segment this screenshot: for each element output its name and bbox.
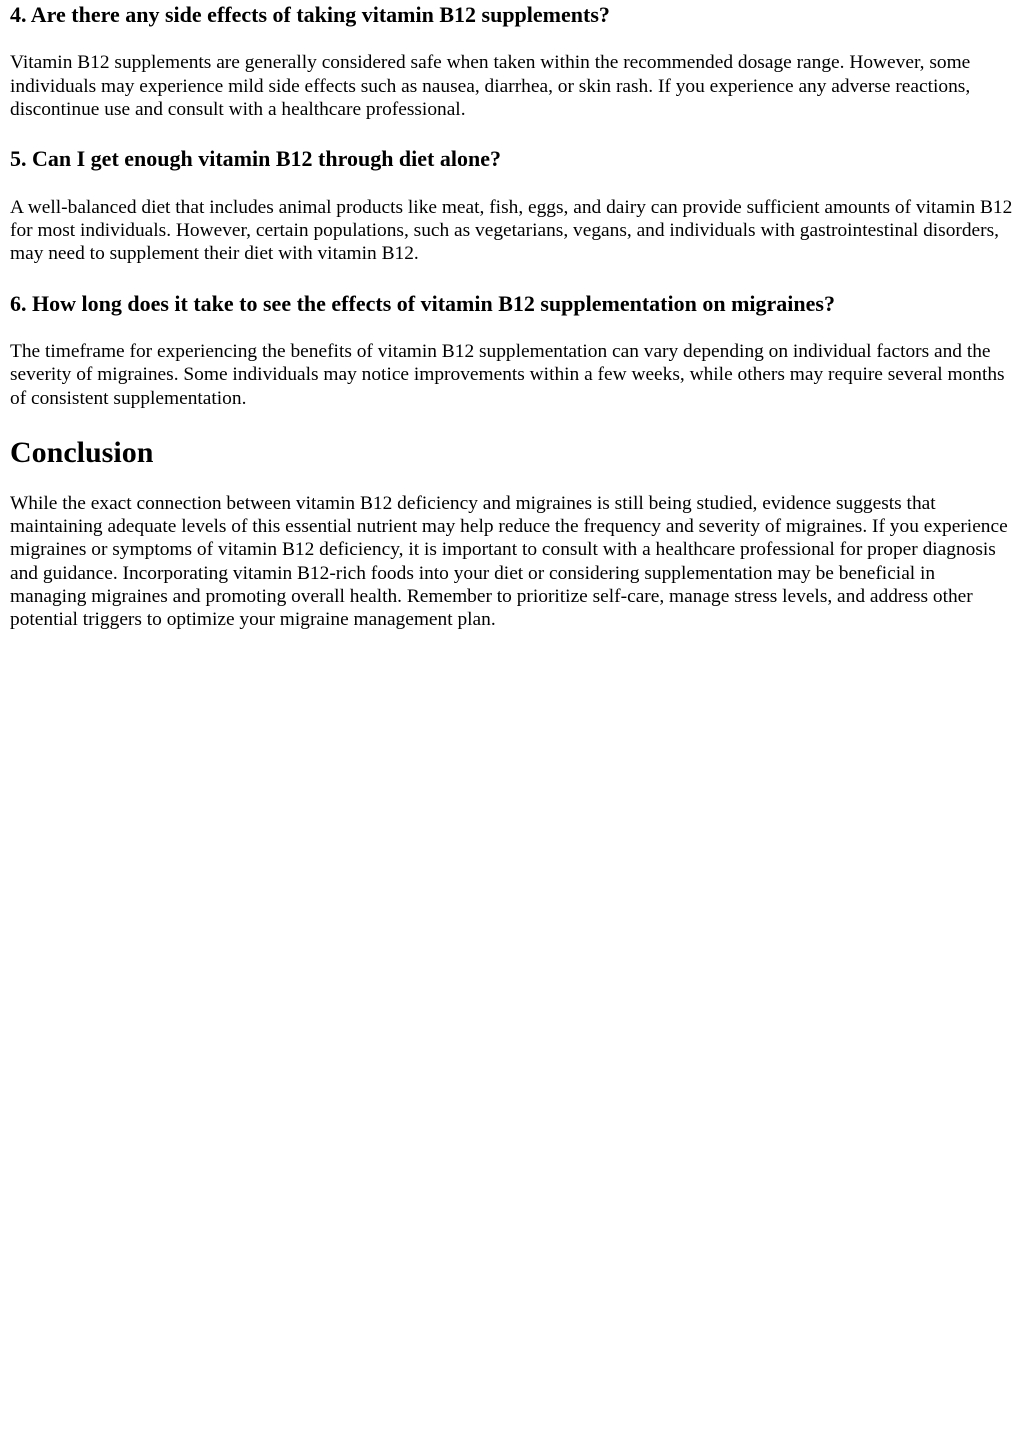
faq-answer: Vitamin B12 supplements are generally considered safe when taken within the recommended dosage range. However, some individuals may experience mild side effects such as nausea, diarrhea, or skin rash. If you experience any adverse reactions, discontinue use and consult with a healthcare professional.: [10, 52, 971, 120]
faq-item-5: [10, 146, 1014, 265]
conclusion-heading: Conclusion: [10, 435, 154, 469]
faq-item-4: [10, 2, 1014, 121]
article-body: [0, 2, 1024, 632]
conclusion-paragraph: While the exact connection between vitamin B12 deficiency and migraines is still being studied, evidence suggests that maintaining adequate levels of this essential nutrient may help reduce the frequency and severity of migraines. If you experience migraines or symptoms of vitamin B12 deficiency, it is important to consult with a healthcare professional for proper diagnosis and guidance. Incorporating vitamin B12-rich foods into your diet or considering supplementation may be beneficial in managing migraines and promoting overall health. Remember to prioritize self-care, manage stress levels, and address other potential triggers to optimize your migraine management plan.: [10, 492, 1008, 631]
faq-item-6: [10, 291, 1014, 410]
conclusion-section: [10, 435, 1014, 632]
faq-question: 6. How long does it take to see the effects of vitamin B12 supplementation on migraines?: [10, 290, 835, 316]
faq-answer: The timeframe for experiencing the benefits of vitamin B12 supplementation can vary depending on individual factors and the severity of migraines. Some individuals may notice improvements within a few weeks, while others may require several months of consistent supplementation.: [10, 340, 1005, 409]
faq-question: 5. Can I get enough vitamin B12 through diet alone?: [10, 146, 501, 172]
faq-answer: A well-balanced diet that includes animal products like meat, fish, eggs, and dairy can provide sufficient amounts of vitamin B12 for most individuals. However, certain populations, such as vegetarians, vegans, and individuals with gastrointestinal disorders, may need to supplement their diet with vitamin B12.: [10, 196, 1013, 265]
faq-question: 4. Are there any side effects of taking vitamin B12 supplements?: [10, 2, 610, 27]
